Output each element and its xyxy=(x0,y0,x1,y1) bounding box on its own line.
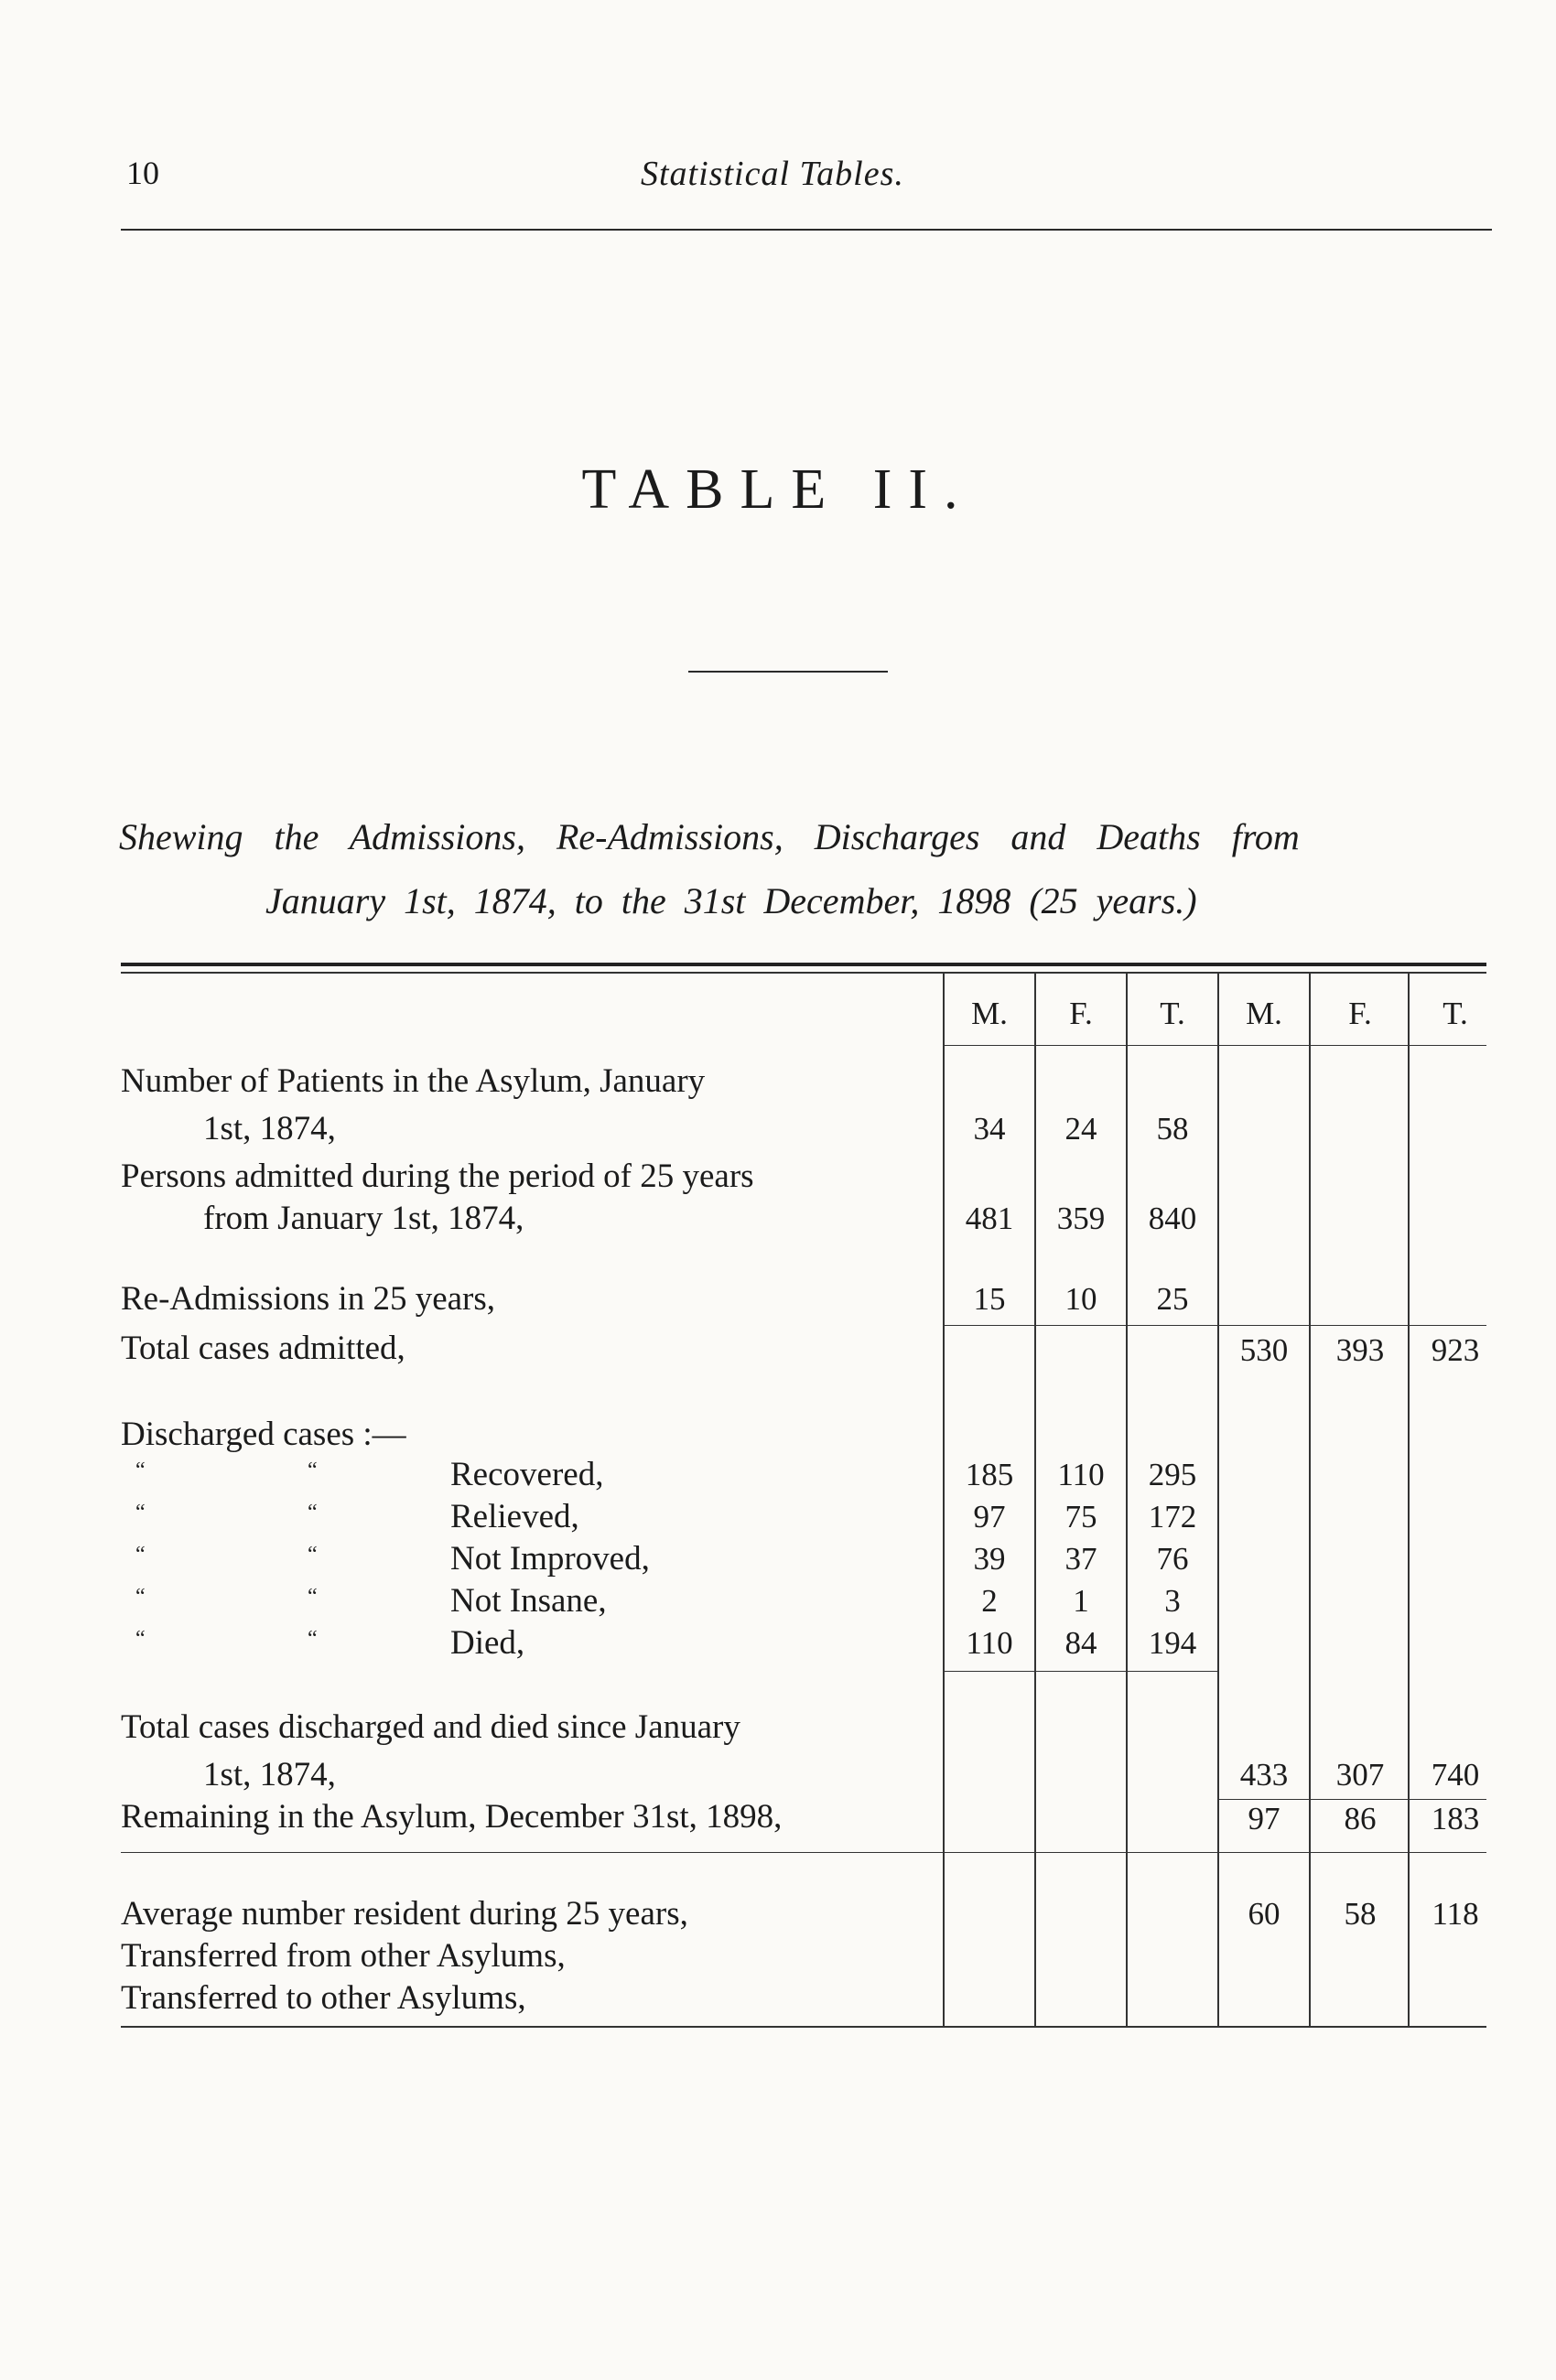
title-underline xyxy=(688,671,888,673)
ditto-mark: “ xyxy=(308,1459,318,1482)
cell: 110 xyxy=(1057,1457,1105,1492)
cell: 185 xyxy=(965,1457,1014,1492)
ditto-mark: “ xyxy=(135,1459,146,1482)
section-heading: Discharged cases :— xyxy=(121,1416,406,1453)
cell: 58 xyxy=(1344,1896,1377,1932)
cell: 481 xyxy=(965,1201,1014,1236)
row-label: Total cases admitted, xyxy=(121,1330,405,1367)
row-label: Transferred to other Asylums, xyxy=(121,1979,526,2017)
col-header-f: F. xyxy=(1069,996,1093,1031)
cell: 393 xyxy=(1335,1332,1385,1368)
cell: 39 xyxy=(973,1541,1006,1577)
col-header-t: T. xyxy=(1160,996,1185,1031)
subtotal-rule xyxy=(1219,1325,1486,1326)
ditto-mark: “ xyxy=(308,1543,318,1567)
table-top-rule xyxy=(121,963,1486,966)
table-subtitle-line-1: Shewing the Admissions, Re-Admissions, Discharges and Deaths from xyxy=(119,816,1300,857)
row-label: Total cases discharged and died since January xyxy=(121,1708,740,1746)
cell: 58 xyxy=(1156,1111,1189,1147)
col-header-m: M. xyxy=(971,996,1008,1031)
cell: 97 xyxy=(1248,1801,1280,1836)
column-rule xyxy=(1309,974,1311,2026)
cell: 10 xyxy=(1064,1281,1097,1317)
cell: 740 xyxy=(1431,1757,1480,1793)
row-label: Died, xyxy=(450,1624,525,1662)
cell: 307 xyxy=(1335,1757,1385,1793)
running-title: Statistical Tables. xyxy=(641,155,904,193)
cell: 118 xyxy=(1432,1896,1479,1932)
table-bottom-rule xyxy=(121,2026,1486,2028)
row-label: Not Improved, xyxy=(450,1540,650,1578)
ditto-mark: “ xyxy=(135,1585,146,1609)
cell: 840 xyxy=(1148,1201,1197,1236)
row-label: Relieved, xyxy=(450,1498,579,1535)
ditto-mark: “ xyxy=(308,1627,318,1651)
row-label: Recovered, xyxy=(450,1456,604,1493)
cell: 923 xyxy=(1431,1332,1480,1368)
col-header-f-2: F. xyxy=(1348,996,1372,1031)
cell: 86 xyxy=(1344,1801,1377,1836)
col-header-t-2: T. xyxy=(1443,996,1468,1031)
column-rule xyxy=(1408,974,1410,2026)
cell: 37 xyxy=(1064,1541,1097,1577)
ditto-mark: “ xyxy=(135,1543,146,1567)
row-label: Average number resident during 25 years, xyxy=(121,1895,688,1933)
row-label: Not Insane, xyxy=(450,1582,607,1620)
table-subtitle-line-2: January 1st, 1874, to the 31st December, 1898 (25 years.) xyxy=(265,880,1197,921)
table-top-rule-thin xyxy=(121,972,1486,974)
ditto-mark: “ xyxy=(308,1585,318,1609)
subtotal-rule xyxy=(945,1671,1217,1672)
cell: 97 xyxy=(973,1499,1006,1535)
cell: 76 xyxy=(1156,1541,1189,1577)
cell: 433 xyxy=(1239,1757,1289,1793)
ditto-mark: “ xyxy=(308,1501,318,1524)
header-underline xyxy=(945,1045,1486,1046)
col-header-m-2: M. xyxy=(1246,996,1282,1031)
cell: 75 xyxy=(1064,1499,1097,1535)
cell: 2 xyxy=(981,1583,998,1619)
row-label: Re-Admissions in 25 years, xyxy=(121,1280,496,1318)
row-label: 1st, 1874, xyxy=(203,1756,336,1793)
cell: 295 xyxy=(1148,1457,1197,1492)
row-label: Transferred from other Asylums, xyxy=(121,1937,566,1975)
ditto-mark: “ xyxy=(135,1501,146,1524)
page-number: 10 xyxy=(126,155,159,191)
row-label: 1st, 1874, xyxy=(203,1110,336,1147)
cell: 359 xyxy=(1056,1201,1106,1236)
cell: 110 xyxy=(966,1625,1013,1661)
header-rule xyxy=(121,229,1492,231)
table-title: TABLE II. xyxy=(581,458,975,521)
cell: 1 xyxy=(1073,1583,1089,1619)
cell: 60 xyxy=(1248,1896,1280,1932)
cell: 84 xyxy=(1064,1625,1097,1661)
cell: 183 xyxy=(1431,1801,1480,1836)
cell: 172 xyxy=(1148,1499,1197,1535)
row-label: Persons admitted during the period of 25 years xyxy=(121,1158,754,1195)
cell: 25 xyxy=(1156,1281,1189,1317)
row-label: Number of Patients in the Asylum, January xyxy=(121,1062,706,1100)
cell: 34 xyxy=(973,1111,1006,1147)
cell: 3 xyxy=(1164,1583,1181,1619)
cell: 194 xyxy=(1148,1625,1197,1661)
cell: 530 xyxy=(1239,1332,1289,1368)
row-label: Remaining in the Asylum, December 31st, 1898, xyxy=(121,1798,783,1836)
row-label: from January 1st, 1874, xyxy=(203,1200,524,1237)
cell: 24 xyxy=(1064,1111,1097,1147)
subtotal-rule xyxy=(1219,1799,1486,1800)
ditto-mark: “ xyxy=(135,1627,146,1651)
subtotal-rule xyxy=(945,1325,1217,1326)
cell: 15 xyxy=(973,1281,1006,1317)
section-rule xyxy=(121,1852,1486,1853)
